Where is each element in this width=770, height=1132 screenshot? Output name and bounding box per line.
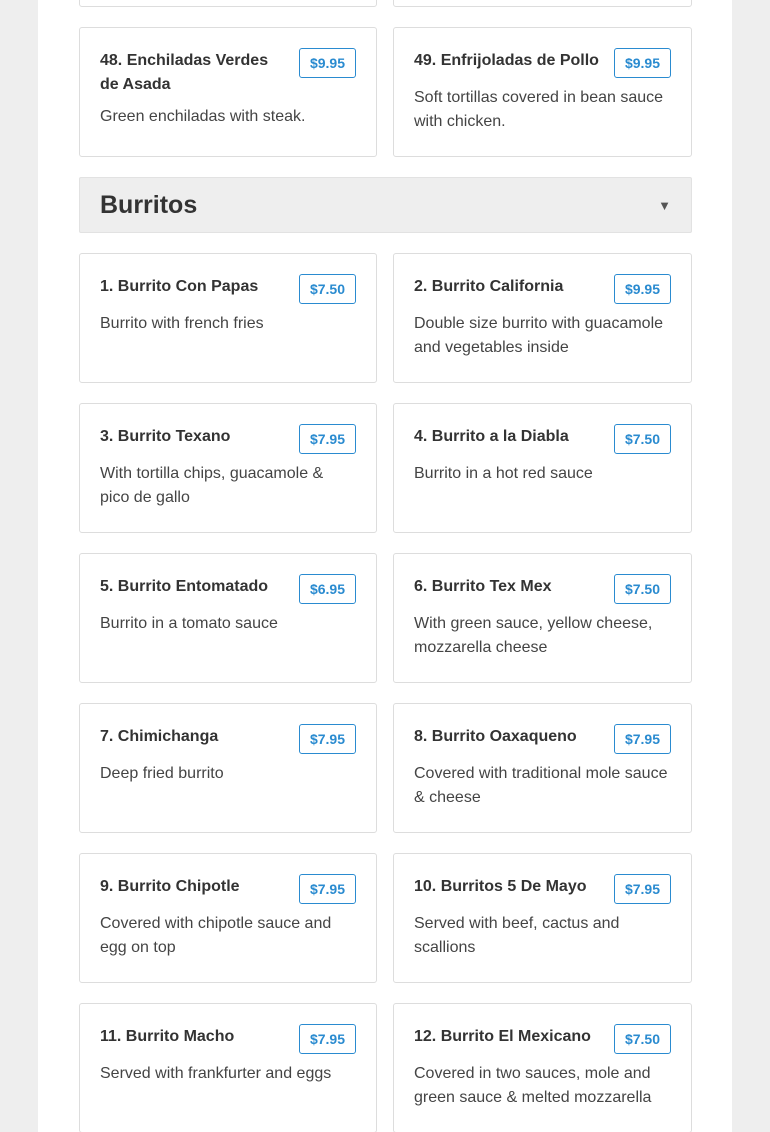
- price-badge: $6.95: [299, 574, 356, 604]
- menu-item-name: 6. Burrito Tex Mex: [414, 578, 552, 595]
- previous-section-items: [79, 0, 692, 157]
- price-badge: $7.95: [299, 1024, 356, 1054]
- price-badge: $7.50: [299, 274, 356, 304]
- menu-item-card[interactable]: [393, 703, 692, 833]
- menu-item-description: Soft tortillas covered in bean sauce with chicken.: [414, 89, 664, 130]
- menu-item-name: 11. Burrito Macho: [100, 1028, 235, 1045]
- menu-item-card[interactable]: [393, 1003, 692, 1132]
- menu-item-card[interactable]: [393, 553, 692, 683]
- menu-item-description: Covered with traditional mole sauce & cheese: [414, 765, 668, 806]
- menu-item-name: 12. Burrito El Mexicano: [414, 1028, 591, 1045]
- section-header-burritos[interactable]: [79, 177, 692, 233]
- menu-item-description: Deep fried burrito: [100, 765, 224, 782]
- menu-item-name: 7. Chimichanga: [100, 728, 219, 745]
- menu-item-name: 4. Burrito a la Diabla: [414, 428, 569, 445]
- menu-item-name: 10. Burritos 5 De Mayo: [414, 878, 587, 895]
- menu-item-card[interactable]: [393, 0, 692, 7]
- menu-item-name: 3. Burrito Texano: [100, 428, 231, 445]
- menu-item-name: 9. Burrito Chipotle: [100, 878, 240, 895]
- burritos-items: [79, 253, 692, 1132]
- menu-item-description: With tortilla chips, guacamole & pico de gallo: [100, 465, 324, 506]
- menu-item-description: Covered with chipotle sauce and egg on top: [100, 915, 332, 956]
- menu-item-card[interactable]: [393, 403, 692, 533]
- menu-item-description: Burrito in a tomato sauce: [100, 615, 278, 632]
- menu-item-card[interactable]: [79, 553, 377, 683]
- menu-page: [38, 0, 732, 1132]
- price-badge: $7.95: [299, 874, 356, 904]
- menu-item-name: 48. Enchiladas Verdes de Asada: [100, 52, 269, 93]
- menu-item-description: Covered in two sauces, mole and green sauce & melted mozzarella: [414, 1065, 652, 1106]
- menu-item-card[interactable]: [393, 27, 692, 157]
- menu-item-description: Served with frankfurter and eggs: [100, 1065, 332, 1082]
- menu-item-description: With green sauce, yellow cheese, mozzarella cheese: [414, 615, 653, 656]
- menu-item-name: 49. Enfrijoladas de Pollo: [414, 52, 599, 69]
- menu-item-card[interactable]: [79, 0, 377, 7]
- menu-item-card[interactable]: [79, 403, 377, 533]
- menu-item-card[interactable]: [79, 853, 377, 983]
- menu-item-card[interactable]: [79, 703, 377, 833]
- price-badge: $7.50: [614, 1024, 671, 1054]
- menu-item-card[interactable]: [79, 27, 377, 157]
- price-badge: $7.50: [614, 424, 671, 454]
- menu-item-card[interactable]: [393, 853, 692, 983]
- section-title: Burritos: [100, 190, 198, 219]
- caret-down-icon[interactable]: ▼: [658, 197, 671, 213]
- menu-item-name: 1. Burrito Con Papas: [100, 278, 259, 295]
- menu-item-name: 2. Burrito California: [414, 278, 564, 295]
- menu-item-name: 5. Burrito Entomatado: [100, 578, 269, 595]
- price-badge: $9.95: [614, 48, 671, 78]
- price-badge: $9.95: [614, 274, 671, 304]
- price-badge: $7.95: [614, 724, 671, 754]
- menu-item-card[interactable]: [79, 253, 377, 383]
- menu-item-description: Burrito with french fries: [100, 315, 264, 332]
- menu-item-description: Green enchiladas with steak.: [100, 108, 306, 125]
- price-badge: $7.50: [614, 574, 671, 604]
- price-badge: $7.95: [299, 424, 356, 454]
- menu-item-name: 8. Burrito Oaxaqueno: [414, 728, 577, 745]
- menu-item-description: Served with beef, cactus and scallions: [414, 915, 620, 956]
- price-badge: $7.95: [299, 724, 356, 754]
- menu-item-description: Burrito in a hot red sauce: [414, 465, 593, 482]
- menu-item-description: Double size burrito with guacamole and vegetables inside: [414, 315, 664, 356]
- price-badge: $9.95: [299, 48, 356, 78]
- menu-item-card[interactable]: [79, 1003, 377, 1132]
- menu-item-card[interactable]: [393, 253, 692, 383]
- price-badge: $7.95: [614, 874, 671, 904]
